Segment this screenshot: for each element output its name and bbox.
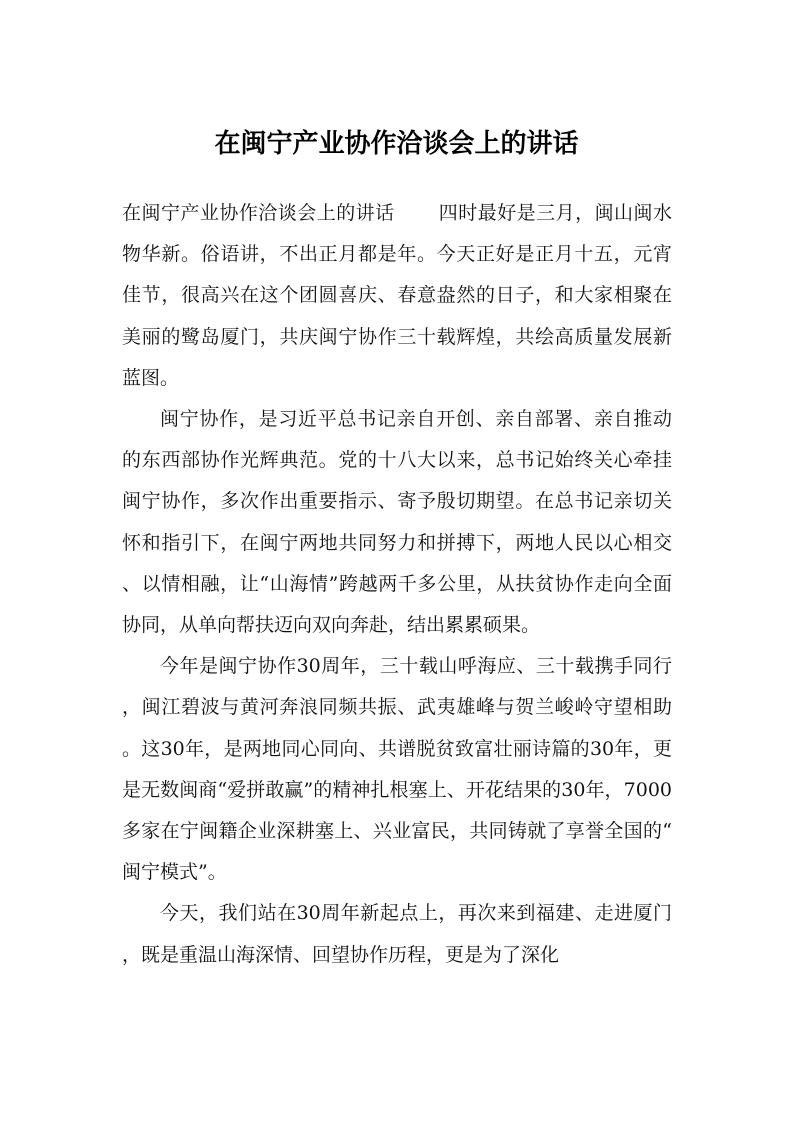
opening-paragraph bbox=[122, 193, 672, 399]
paragraph: 今年是闽宁协作30周年，三十载山呼海应、三十载携手同行，闽江碧波与黄河奔浪同频共振、武夷雄峰与贺兰峻岭守望相助。这30年，是两地同心同向、共谱脱贫致富壮丽诗篇的30年，更是无数闽商“爱拼敢赢”的精神扎根塞上、开花结果的30年，7000多家在宁闽籍企业深耕塞上、兴业富民，共同铸就了享誉全国的“闽宁模式”。 bbox=[122, 655, 672, 884]
document-body bbox=[122, 193, 672, 976]
opening-text: 四时最好是三月，闽山闽水物华新。俗语讲，不出正月都是年。今天正好是正月十五，元宵佳节，很高兴在这个团圆喜庆、春意盎然的日子，和大家相聚在美丽的鹭岛厦门，共庆闽宁协作三十载辉煌，共绘高质量发展新蓝图。 bbox=[122, 202, 672, 389]
paragraph: 闽宁协作，是习近平总书记亲自开创、亲自部署、亲自推动的东西部协作光辉典范。党的十八大以来，总书记始终关心牵挂闽宁协作，多次作出重要指示、寄予殷切期望。在总书记亲切关怀和指引下，在闽宁两地共同努力和拼搏下，两地人民以心相交、以情相融，让“山海情”跨越两千多公里，从扶贫协作走向全面协同，从单向帮扶迈向双向奔赴，结出累累硕果。 bbox=[122, 408, 672, 637]
opening-lead: 在闽宁产业协作洽谈会上的讲话 bbox=[122, 202, 395, 224]
paragraph: 今天，我们站在30周年新起点上，再次来到福建、走进厦门，既是重温山海深情、回望协作历程，更是为了深化 bbox=[122, 902, 672, 966]
document-title: 在闽宁产业协作洽谈会上的讲话 bbox=[214, 129, 579, 159]
